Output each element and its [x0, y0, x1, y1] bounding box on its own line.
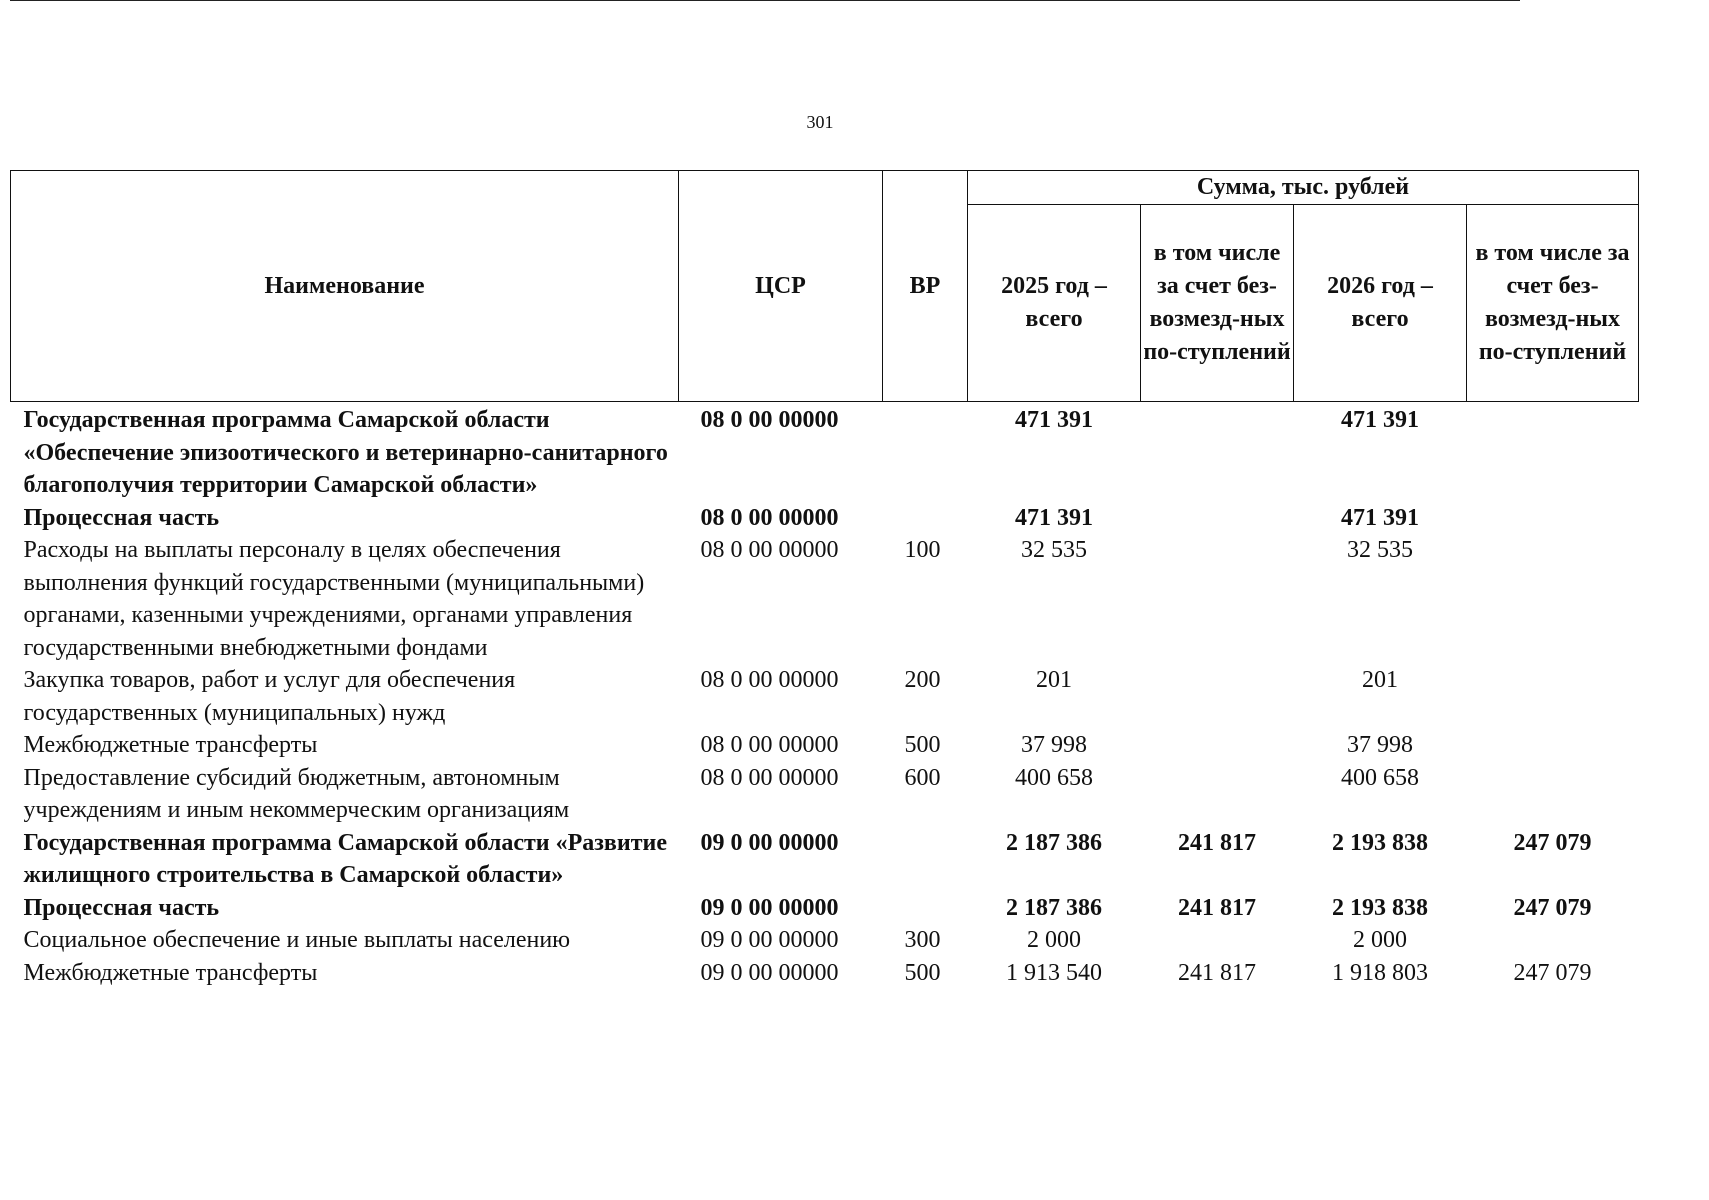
cell-2025-total: 32 535: [1021, 537, 1087, 563]
cell-2026-free: 247 079: [1513, 959, 1592, 986]
cell-2025-total: 471 391: [1015, 504, 1093, 531]
budget-table: [10, 170, 1639, 989]
cell-2026-free: [1467, 402, 1639, 502]
cell-2026-total: 2 193 838: [1332, 829, 1428, 856]
cell-2026-total: 32 535: [1347, 537, 1413, 563]
cell-2026-free: [1467, 664, 1639, 729]
cell-vr: [883, 402, 968, 502]
table-body: [11, 402, 1639, 990]
cell-2025-free: [1141, 502, 1294, 535]
cell-2025-free: 241 817: [1178, 959, 1256, 986]
cell-2026-total: 2 000: [1353, 927, 1407, 953]
cell-2026-free: [1467, 729, 1639, 762]
cell-name: Расходы на выплаты персоналу в целях обеспечения выполнения функций государственными (муниципальными) органами, казенными учреждениями, органами управления государственными внебюджетными фондами: [23, 537, 645, 661]
cell-name: Межбюджетные трансферты: [23, 959, 318, 986]
cell-2025-total: 2 187 386: [1006, 829, 1102, 856]
cell-2026-total: 201: [1362, 667, 1398, 693]
cell-2025-free: 241 817: [1178, 894, 1256, 921]
cell-2026-free: [1467, 534, 1639, 664]
header-2025-total: 2025 год – всего: [968, 205, 1141, 402]
page-top-rule: [10, 0, 1520, 1]
table-row: [11, 502, 1639, 535]
cell-csr: 08 0 00 00000: [700, 764, 839, 791]
cell-csr: 08 0 00 00000: [700, 732, 839, 758]
header-csr: ЦСР: [679, 171, 883, 402]
cell-2026-total: 37 998: [1347, 732, 1413, 758]
header-2025-free: в том числе за счет без-возмезд-ных по-ступлений: [1141, 205, 1294, 402]
table-row: [11, 924, 1639, 957]
cell-2025-free: [1141, 762, 1294, 827]
cell-csr: 09 0 00 00000: [700, 894, 839, 921]
cell-2025-free: [1141, 924, 1294, 957]
cell-vr: [883, 827, 968, 892]
cell-2025-total: 1 913 540: [1006, 959, 1102, 986]
cell-vr: [883, 892, 968, 925]
cell-2025-total: 37 998: [1021, 732, 1087, 758]
cell-csr: 09 0 00 00000: [700, 959, 839, 986]
cell-vr: 500: [904, 732, 941, 758]
cell-2025-free: [1141, 402, 1294, 502]
cell-vr: 300: [904, 927, 941, 953]
cell-2026-total: 2 193 838: [1332, 894, 1428, 921]
cell-csr: 08 0 00 00000: [700, 504, 839, 531]
cell-2025-free: 241 817: [1178, 829, 1256, 856]
cell-2026-total: 471 391: [1341, 504, 1419, 531]
cell-2026-total: 471 391: [1341, 407, 1419, 433]
cell-vr: 600: [904, 764, 941, 791]
cell-vr: 100: [904, 537, 941, 563]
table-row: [11, 402, 1639, 502]
header-vr: ВР: [883, 171, 968, 402]
cell-vr: 500: [904, 959, 941, 986]
cell-name: Закупка товаров, работ и услуг для обеспечения государственных (муниципальных) нужд: [23, 667, 516, 726]
cell-2026-total: 1 918 803: [1332, 959, 1428, 986]
cell-2025-free: [1141, 534, 1294, 664]
cell-name: Государственная программа Самарской области «Обеспечение эпизоотического и ветеринарно-санитарного благополучия территории Самарской области»: [23, 407, 668, 498]
header-name: Наименование: [11, 171, 679, 402]
cell-2026-free: [1467, 502, 1639, 535]
header-2026-total: 2026 год – всего: [1294, 205, 1467, 402]
cell-name: Государственная программа Самарской области «Развитие жилищного строительства в Самарской области»: [23, 829, 667, 888]
cell-name: Процессная часть: [23, 504, 220, 531]
cell-2025-free: [1141, 664, 1294, 729]
cell-name: Предоставление субсидий бюджетным, автономным учреждениям и иным некоммерческим организациям: [23, 764, 570, 823]
cell-2025-total: 201: [1036, 667, 1072, 693]
cell-2025-total: 400 658: [1015, 764, 1093, 791]
table-row: [11, 534, 1639, 664]
table-row: [11, 957, 1639, 990]
cell-2026-free: 247 079: [1513, 894, 1592, 921]
cell-2026-free: 247 079: [1513, 829, 1592, 856]
table-row: [11, 664, 1639, 729]
table-row: [11, 729, 1639, 762]
cell-2025-total: 471 391: [1015, 407, 1093, 433]
table-header: [11, 171, 1639, 402]
cell-2026-free: [1467, 762, 1639, 827]
cell-name: Социальное обеспечение и иные выплаты населению: [23, 927, 571, 953]
cell-2025-total: 2 187 386: [1006, 894, 1102, 921]
page-number: 301: [806, 112, 834, 132]
cell-csr: 09 0 00 00000: [700, 829, 839, 856]
cell-name: Процессная часть: [23, 894, 220, 921]
header-sum-group: Сумма, тыс. рублей: [968, 171, 1639, 205]
cell-vr: 200: [904, 667, 941, 693]
cell-csr: 08 0 00 00000: [700, 407, 839, 433]
table-row: [11, 762, 1639, 827]
cell-2026-free: [1467, 924, 1639, 957]
cell-2025-total: 2 000: [1027, 927, 1081, 953]
cell-csr: 08 0 00 00000: [700, 667, 839, 693]
cell-2026-total: 400 658: [1341, 764, 1419, 791]
table-row: [11, 892, 1639, 925]
cell-2025-free: [1141, 729, 1294, 762]
cell-csr: 08 0 00 00000: [700, 537, 839, 563]
cell-vr: [883, 502, 968, 535]
table-row: [11, 827, 1639, 892]
cell-name: Межбюджетные трансферты: [23, 732, 318, 758]
header-2026-free: в том числе за счет без-возмезд-ных по-ступлений: [1467, 205, 1639, 402]
cell-csr: 09 0 00 00000: [700, 927, 839, 953]
